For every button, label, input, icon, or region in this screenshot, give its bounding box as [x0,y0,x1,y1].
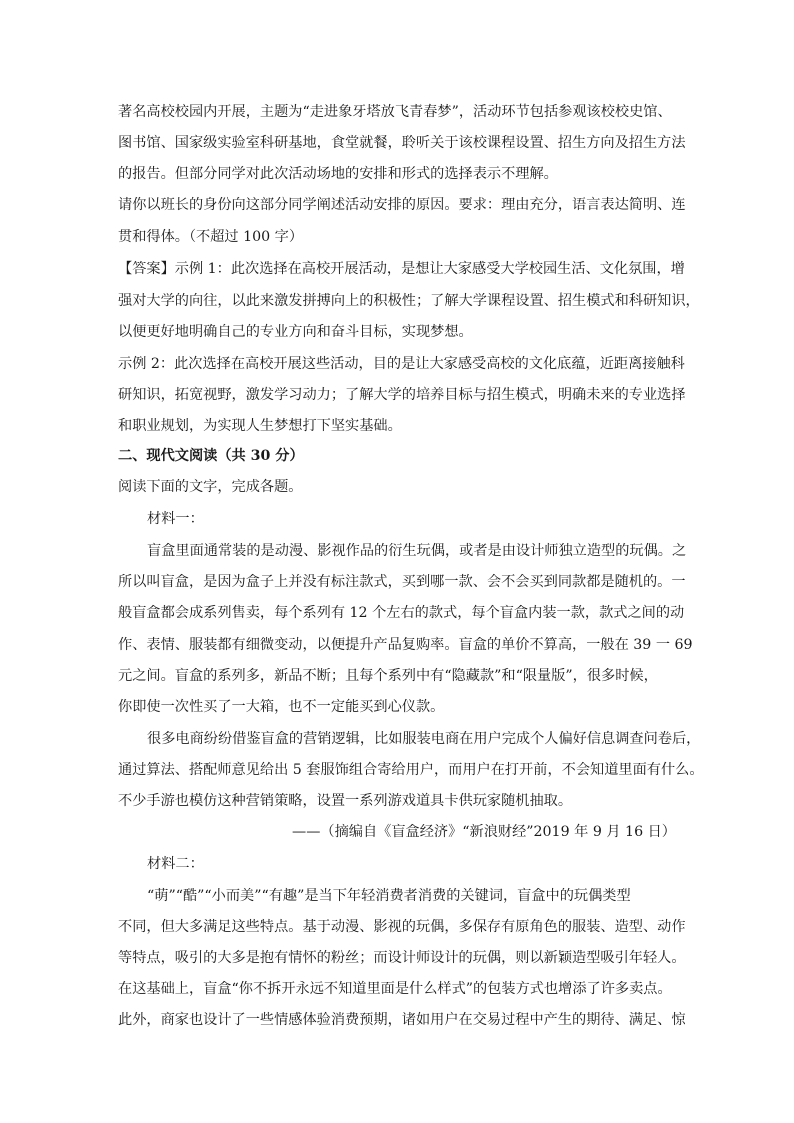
material-label: 材料二： [147,856,204,872]
paragraph-line: 很多电商纷纷借鉴盲盒的营销逻辑，比如服装电商在用户完成个人偏好信息调查问卷后， [147,731,701,747]
paragraph-line: 此外，商家也设计了一些情感体验消费预期，诸如用户在交易过程中产生的期待、满足、惊 [118,1012,686,1028]
text-line: 图书馆、国家级实验室科研基地，食堂就餐，聆听关于该校课程设置、招生方向及招生方法 [118,135,686,151]
answer-line: 【答案】示例 1：此次选择在高校开展活动，是想让大家感受大学校园生活、文化氛围，增 [118,261,685,277]
text-line: 强对大学的向往，以此来激发拼搏向上的积极性；了解大学课程设置、招生模式和科研知识， [118,293,700,309]
text-line: 和职业规划，为实现人生梦想打下坚实基础。 [118,418,402,434]
instruction-line: 阅读下面的文字，完成各题。 [118,479,303,495]
paragraph-line: 你即使一次性买了一大箱，也不一定能买到心仪款。 [118,699,445,715]
section-heading: 二、现代文阅读（共 30 分） [118,448,304,464]
text-line: 以便更好地明确自己的专业方向和奋斗目标，实现梦想。 [118,324,473,340]
question-prompt: 请你以班长的身份向这部分同学阐述活动安排的原因。要求：理由充分，语言表达简明、连 [118,197,686,213]
paragraph-line: 般盲盒都会成系列售卖，每个系列有 12 个左右的款式，每个盲盒内装一款，款式之间的动 [118,605,685,621]
paragraph-line: 作、表情、服装都有细微变动，以便提升产品复购率。盲盒的单价不算高，一般在 39 一 69 [118,637,693,653]
paragraph-line: 等特点，吸引的大多是抱有情怀的粉丝；而设计师设计的玩偶，则以新颖造型吸引年轻人。 [118,950,686,966]
source-citation: ——（摘编自《盲盒经济》“新浪财经”2019 年 9 月 16 日） [292,824,676,840]
paragraph-line: 不少手游也模仿这种营销策略，设置一系列游戏道具卡供玩家随机抽取。 [118,793,573,809]
paragraph-line: 通过算法、搭配师意见给出 5 套服饰组合寄给用户，而用户在打开前，不会知道里面有什么。 [118,762,704,778]
paragraph-line: 所以叫盲盒，是因为盒子上并没有标注款式，买到哪一款、会不会买到同款都是随机的。一 [118,574,686,590]
paragraph-line: 不同，但大多满足这些特点。基于动漫、影视的玩偶，多保存有原角色的服装、造型、动作 [118,919,686,935]
paragraph-line: 在这基础上，盲盒“你不拆开永远不知道里面是什么样式”的包装方式也增添了许多卖点。 [118,981,672,997]
paragraph-line: 盲盒里面通常装的是动漫、影视作品的衍生玩偶，或者是由设计师独立造型的玩偶。之 [147,543,687,559]
answer-example-2: 示例 2：此次选择在高校开展这些活动，目的是让大家感受高校的文化底蕴，近距离接触科 [118,356,685,372]
paragraph-line: 元之间。盲盒的系列多，新品不断；且每个系列中有“隐藏款”和“限量版”，很多时候， [118,668,658,684]
material-label: 材料一： [147,511,204,527]
text-line: 贯和得体。（不超过 100 字） [118,229,304,245]
text-line: 研知识，拓宽视野，激发学习动力；了解大学的培养目标与招生模式，明确未来的专业选择 [118,387,686,403]
text-line: 的报告。但部分同学对此次活动场地的安排和形式的选择表示不理解。 [118,166,558,182]
text-line: 著名高校校园内开展，主题为“走进象牙塔放飞青春梦”，活动环节包括参观该校校史馆、 [118,104,672,120]
paragraph-line: “萌”“酷”“小而美”“有趣”是当下年轻消费者消费的关键词，盲盒中的玩偶类型 [147,888,631,904]
